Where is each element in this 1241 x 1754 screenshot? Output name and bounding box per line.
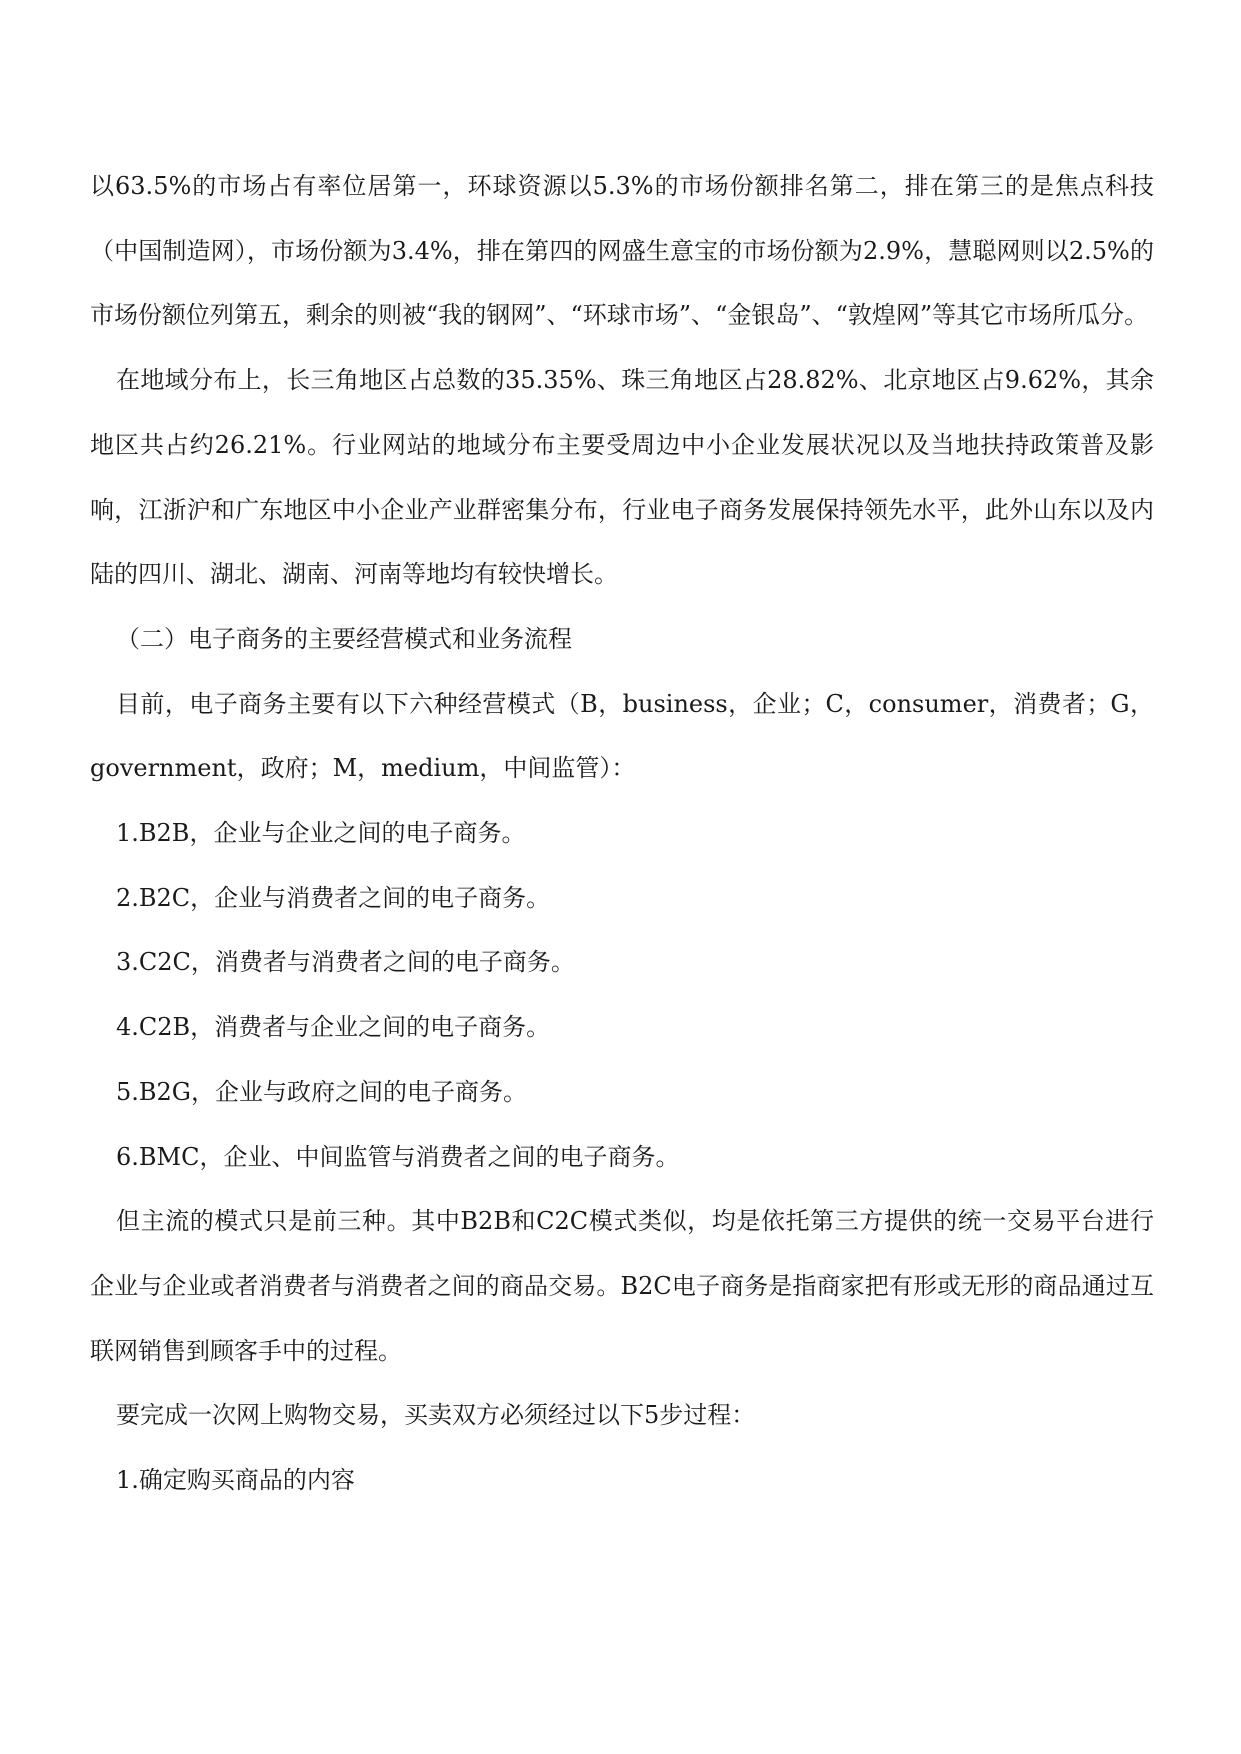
list-item: 6.BMC，企业、中间监管与消费者之间的电子商务。 — [116, 1142, 680, 1171]
paragraph-market-share: 以63.5%的市场占有率位居第一，环球资源以5.3%的市场份额排名第二，排在第三的是焦点科技（中国制造网），市场份额为3.4%，排在第四的网盛生意宝的市场份额为2.9%，慧聪网则以2.5%的市场份额位列第五，剩余的则被“我的钢网”、“环球市场”、“金银岛”、“敦煌网”等其它市场所瓜分。 — [90, 172, 1154, 330]
paragraph-regional-distribution: 在地域分布上，长三角地区占总数的35.35%、珠三角地区占28.82%、北京地区占9.62%，其余地区共占约26.21%。行业网站的地域分布主要受周边中小企业发展状况以及当地扶持政策普及影响，江浙沪和广东地区中小企业产业群密集分布，行业电子商务发展保持领先水平，此外山东以及内陆的四川、湖北、湖南、河南等地均有较快增长。 — [90, 366, 1154, 589]
paragraph-mainstream-models: 但主流的模式只是前三种。其中B2B和C2C模式类似，均是依托第三方提供的统一交易平台进行企业与企业或者消费者与消费者之间的商品交易。B2C电子商务是指商家把有形或无形的商品通过互联网销售到顾客手中的过程。 — [90, 1207, 1154, 1365]
paragraph-business-models-intro: 目前，电子商务主要有以下六种经营模式（B，business，企业；C，consumer，消费者；G，government，政府；M，medium，中间监管）： — [90, 689, 1154, 783]
document-body — [90, 154, 1154, 1513]
list-item: 2.B2C，企业与消费者之间的电子商务。 — [116, 883, 551, 912]
list-item: 1.确定购买商品的内容 — [116, 1466, 355, 1495]
list-item: 1.B2B，企业与企业之间的电子商务。 — [116, 819, 526, 848]
list-item: 5.B2G，企业与政府之间的电子商务。 — [116, 1077, 527, 1106]
list-item: 4.C2B，消费者与企业之间的电子商务。 — [116, 1013, 551, 1042]
section-heading: （二）电子商务的主要经营模式和业务流程 — [116, 624, 572, 653]
paragraph-shopping-steps-intro: 要完成一次网上购物交易，买卖双方必须经过以下5步过程： — [116, 1401, 756, 1430]
list-item: 3.C2C，消费者与消费者之间的电子商务。 — [116, 948, 575, 977]
